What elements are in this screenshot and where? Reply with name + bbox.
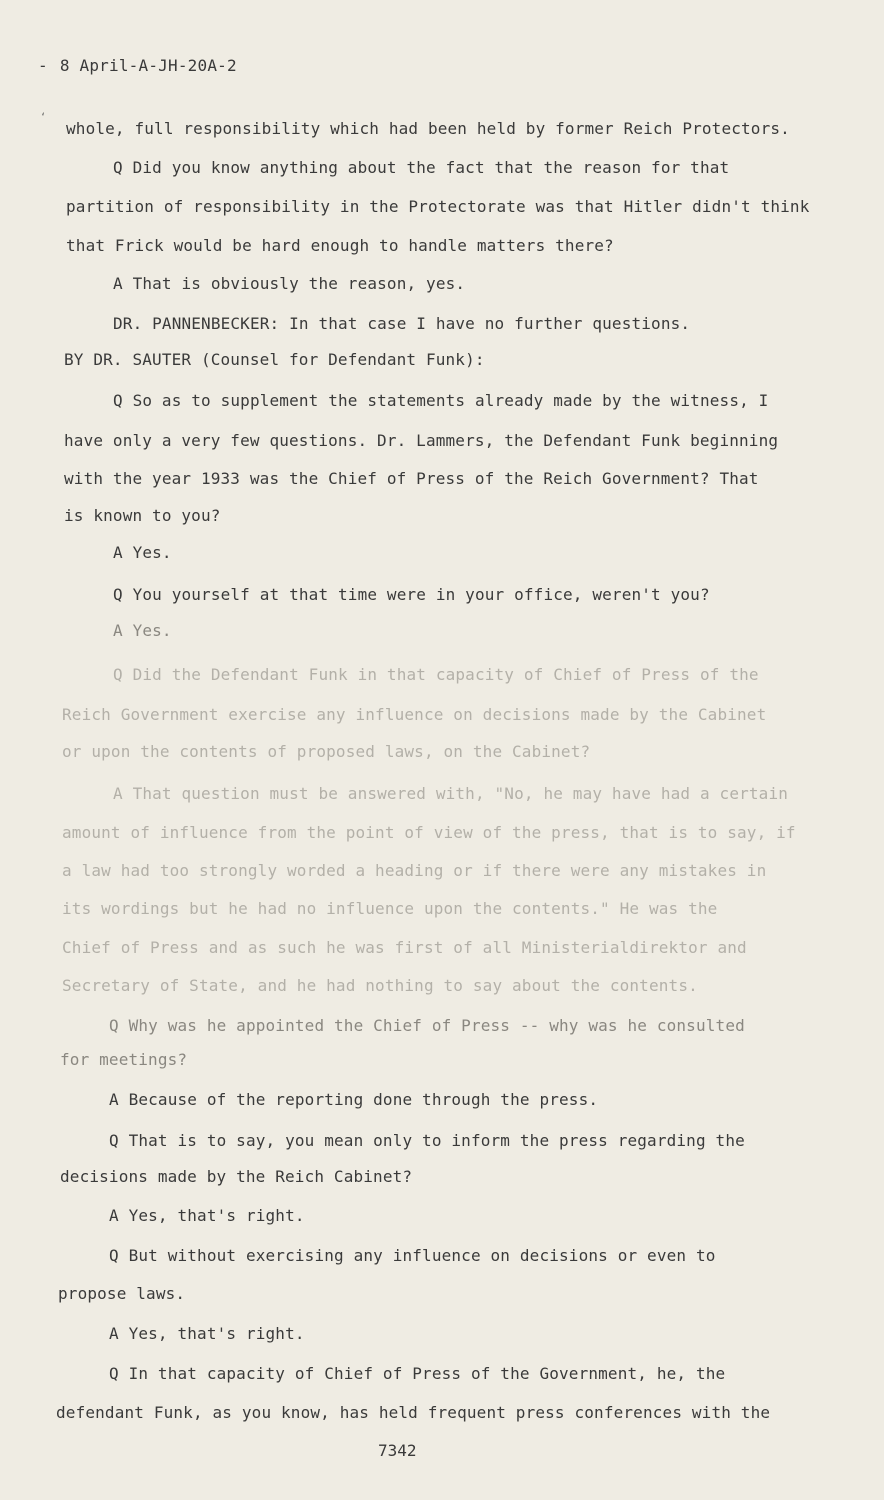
text-line: have only a very few questions. Dr. Lammers, the Defendant Funk beginning [64, 431, 779, 450]
text-line: Chief of Press and as such he was first of all Ministerialdirektor and [62, 938, 747, 957]
text-line: A Yes. [113, 621, 172, 640]
margin-mark: ‘ [40, 112, 47, 123]
text-line: or upon the contents of proposed laws, on the Cabinet? [62, 742, 591, 761]
text-line: BY DR. SAUTER (Counsel for Defendant Funk): [64, 350, 485, 369]
text-line: for meetings? [60, 1050, 188, 1069]
text-line: A That question must be answered with, "No, he may have had a certain [113, 784, 789, 803]
text-line: A That is obviously the reason, yes. [113, 274, 466, 293]
header-reference: 8 April-A-JH-20A-2 [59, 56, 237, 75]
text-line: A Yes. [113, 543, 172, 562]
text-line: a law had too strongly worded a heading or if there were any mistakes in [62, 861, 767, 880]
text-line: A Because of the reporting done through the press. [109, 1090, 599, 1109]
text-line: Q That is to say, you mean only to inform the press regarding the [109, 1131, 745, 1150]
page-number: 7342 [378, 1441, 417, 1460]
text-line: whole, full responsibility which had been held by former Reich Protectors. [66, 119, 790, 138]
text-line: that Frick would be hard enough to handle matters there? [66, 236, 614, 255]
text-line: partition of responsibility in the Protectorate was that Hitler didn't think [66, 197, 810, 216]
text-line: amount of influence from the point of view of the press, that is to say, if [62, 823, 796, 842]
text-line: with the year 1933 was the Chief of Press of the Reich Government? That [64, 469, 759, 488]
text-line: DR. PANNENBECKER: In that case I have no further questions. [113, 314, 691, 333]
header-dash: - [38, 56, 48, 75]
text-line: Q But without exercising any influence on decisions or even to [109, 1246, 716, 1265]
text-line: Q In that capacity of Chief of Press of the Government, he, the [109, 1364, 726, 1383]
text-line: Q So as to supplement the statements already made by the witness, I [113, 391, 769, 410]
text-line: Q Did the Defendant Funk in that capacity of Chief of Press of the [113, 665, 759, 684]
text-line: its wordings but he had no influence upon the contents." He was the [62, 899, 718, 918]
text-line: Q Why was he appointed the Chief of Press -- why was he consulted [109, 1016, 745, 1035]
text-line: A Yes, that's right. [109, 1324, 305, 1343]
page-header [38, 56, 237, 75]
text-line: Secretary of State, and he had nothing to say about the contents. [62, 976, 698, 995]
text-line: is known to you? [64, 506, 221, 525]
text-line: Q Did you know anything about the fact that the reason for that [113, 158, 730, 177]
text-line: defendant Funk, as you know, has held frequent press conferences with the [56, 1403, 771, 1422]
text-line: propose laws. [58, 1284, 186, 1303]
text-line: decisions made by the Reich Cabinet? [60, 1167, 413, 1186]
text-line: A Yes, that's right. [109, 1206, 305, 1225]
text-line: Reich Government exercise any influence on decisions made by the Cabinet [62, 705, 767, 724]
text-line: Q You yourself at that time were in your office, weren't you? [113, 585, 710, 604]
